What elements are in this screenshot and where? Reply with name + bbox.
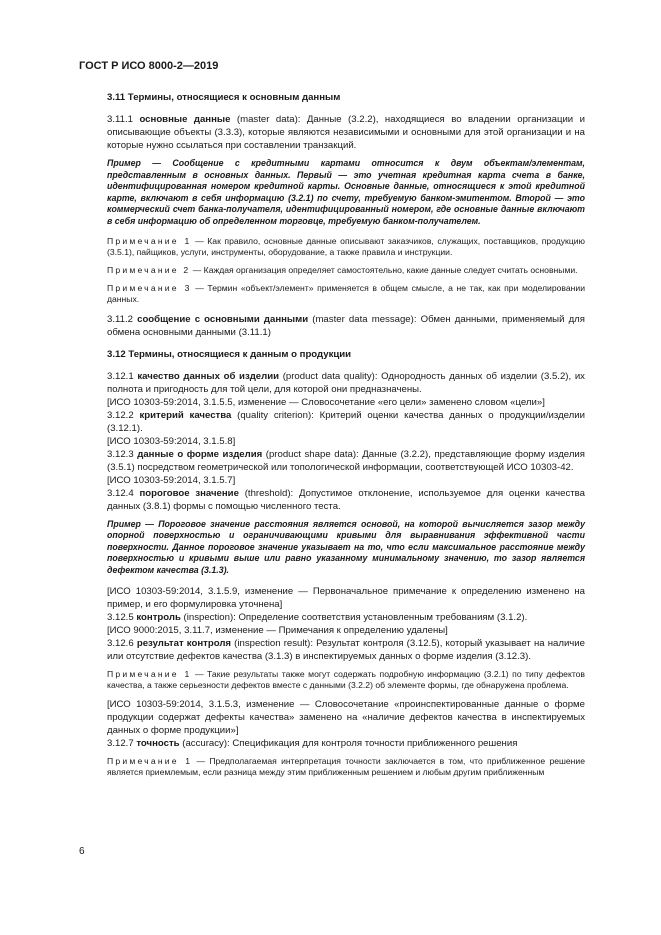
term-definition: (quality criterion): Критерий оценки качества данных о продукции/изделии (3.12.1). — [107, 409, 585, 434]
term-name: данные о форме изделия — [137, 448, 263, 460]
term-3-11-1 — [107, 113, 585, 152]
standard-header: ГОСТ Р ИСО 8000-2—2019 — [79, 60, 219, 72]
term-number: 3.12.3 — [107, 448, 134, 460]
source-3-12-6: [ИСО 10303-59:2014, 3.1.5.3, изменение — Словосочетание «проинспектированные данные о форме продукции содержат дефекты качества» заменено на «наличие дефектов качества в инспектируемых данных о форме продукции»] — [107, 698, 585, 736]
term-name: качество данных об изделии — [137, 370, 280, 382]
term-3-12-3 — [107, 448, 585, 474]
note-text: — Такие результаты также могут содержать подробную информацию (3.2.1) по типу дефектов качества, а также серьезности дефектов вместе с данными (3.2.2) об элементе формы, где обнаружена проблема. — [107, 668, 585, 690]
term-definition: (inspection): Определение соответствия установленным требованиям (3.1.2). — [183, 611, 528, 623]
term-3-12-1 — [107, 370, 585, 396]
term-definition: (master data message): Обмен данными, применяемый для обмена основными данными (3.11.1) — [107, 313, 585, 338]
term-3-11-2 — [107, 313, 585, 339]
page-content — [107, 91, 585, 785]
source-3-12-5: [ИСО 9000:2015, 3.11.7, изменение — Примечания к определению удалены] — [107, 624, 448, 636]
term-number: 3.12.6 — [107, 637, 134, 649]
term-3-12-6 — [107, 637, 585, 663]
section-heading-3-11: 3.11 Термины, относящиеся к основным данным — [107, 92, 341, 103]
note-text: — Каждая организация определяет самостоятельно, какие данные следует считать основными. — [192, 264, 578, 275]
term-number: 3.12.4 — [107, 487, 134, 499]
term-definition: (inspection result): Результат контроля (3.12.5), который указывает на наличие или отсутствие дефектов качества (3.1.3) в инспектируемых данных о форме изделия (3.12.3). — [107, 637, 586, 662]
note-label: Примечание 1 — [107, 755, 193, 766]
term-number: 3.11.1 — [107, 114, 133, 125]
term-name: результат контроля — [136, 637, 232, 649]
term-3-12-4 — [107, 487, 585, 513]
source-3-12-2: [ИСО 10303-59:2014, 3.1.5.8] — [107, 435, 236, 447]
term-3-12-2 — [107, 409, 585, 435]
note-1-inspection-result — [107, 669, 585, 691]
term-name: сообщение с основными данными — [137, 313, 309, 325]
note-label: Примечание 2 — [107, 264, 191, 275]
note-label: Примечание 1 — [107, 235, 192, 246]
page-number: 6 — [79, 846, 85, 857]
note-1-accuracy — [107, 756, 585, 778]
term-definition: (product shape data): Данные (3.2.2), представляющие форму изделия (3.5.1) посредством геометрической или топологической информации, соответствующей ИСО 10303-42. — [107, 448, 585, 473]
source-3-12-4: [ИСО 10303-59:2014, 3.1.5.9, изменение — Первоначальное примечание к определению изменено на пример, и его формулировка уточнена] — [107, 585, 585, 610]
note-3-master-data — [107, 283, 585, 305]
term-3-12-7 — [107, 737, 585, 750]
note-1-master-data — [107, 236, 585, 258]
term-definition: (product data quality): Однородность данных об изделии (3.5.2), их полнота и пригодность для той цели, для которой они предназначены. — [107, 370, 585, 395]
term-name: критерий качества — [139, 409, 232, 421]
term-name: основные данные — [139, 114, 231, 125]
note-text: — Термин «объект/элемент» применяется в общем смысле, а не так, как при моделировании данных. — [107, 283, 586, 305]
term-name: пороговое значение — [139, 487, 239, 499]
term-definition: (master data): Данные (3.2.2), находящиеся во владении организации и описывающие объекты (3.3.3), которые являются независимыми и основными для этой организации и на которые нужно ссылаться при составлении транзакций. — [107, 114, 585, 151]
example-threshold: Пример — Пороговое значение расстояния является основой, на которой вычисляется зазор между опорной поверхностью и ограничивающими кривыми для выравнивания эффективной части поверхности. Данное пороговое значение указывает на то, что если максимальное расстояние между поверхностью и кривыми выше или равно указанному минимальному значению, то зазор является дефектом качества (3.1.3). — [107, 518, 585, 575]
note-2-master-data — [107, 265, 585, 276]
source-3-12-1: [ИСО 10303-59:2014, 3.1.5.5, изменение — Словосочетание «его цели» заменено словом «цели»] — [107, 396, 545, 408]
term-number: 3.12.2 — [107, 409, 134, 421]
note-label: Примечание 3 — [107, 283, 192, 294]
term-number: 3.12.1 — [107, 370, 134, 382]
term-number: 3.12.7 — [107, 737, 134, 749]
section-heading-3-12: 3.12 Термины, относящиеся к данным о продукции — [107, 348, 352, 360]
term-definition: (threshold): Допустимое отклонение, используемое для оценки качества данных (3.8.1) формы с помощью численного теста. — [107, 487, 586, 512]
term-3-12-5 — [107, 611, 585, 624]
term-number: 3.12.5 — [107, 611, 134, 623]
example-credit-cards: Пример — Сообщение с кредитными картами относится к двум объектам/элементам, представленным в основных данных. Первый — это учетная кредитная карта счета в банке, идентифицированная номером кредитной карты. Основные данные, относящиеся к этой кредитной карте, включают в себя информацию (3.2.1) по счету, требуемую банком-эмитентом. Второй — это коммерческий счет банка-получателя, идентифицированный номером, где основные данные включают в себя информацию об определенном торговце, требуемую банком-получателем. — [107, 158, 585, 226]
term-name: контроль — [136, 611, 181, 623]
note-text: — Как правило, основные данные описывают заказчиков, служащих, поставщиков, продукцию (3.5.1), пайщиков, услуги, инструменты, оборудование, а также правила и инструкции. — [107, 235, 585, 257]
note-text: — Предполагаемая интерпретация точности заключается в том, что приближенное решение является приемлемым, если разница между этим приближенным решением и любым другим приближенным — [107, 755, 586, 778]
term-definition: (accuracy): Спецификация для контроля точности приближенного решения — [182, 737, 518, 749]
term-name: точность — [136, 737, 180, 749]
source-3-12-3: [ИСО 10303-59:2014, 3.1.5.7] — [107, 474, 236, 486]
term-number: 3.11.2 — [107, 313, 133, 325]
note-label: Примечание 1 — [107, 668, 192, 679]
